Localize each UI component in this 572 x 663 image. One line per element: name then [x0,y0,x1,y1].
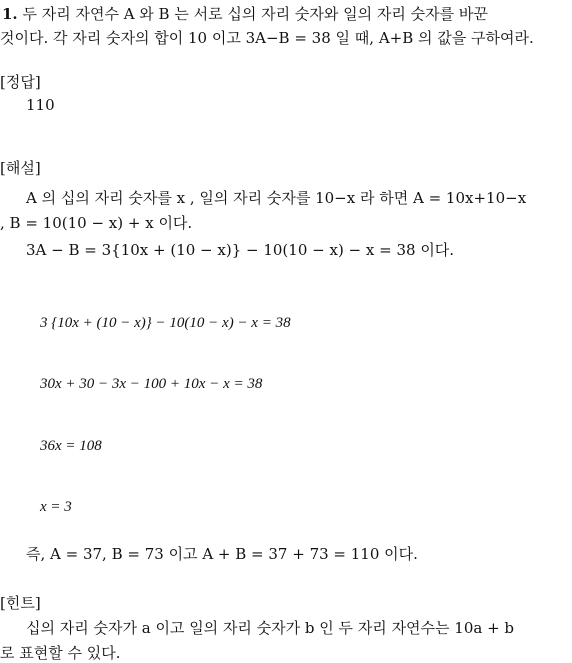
solution-step-4: x = 3 [40,499,72,515]
problem-text-1: 두 자리 자연수 A 와 B 는 서로 십의 자리 숫자와 일의 자리 숫자를 바꾼 [22,5,488,23]
solution-conclusion: 즉, A = 37, B = 73 이고 A + B = 37 + 73 = 110 이다. [26,545,418,563]
solution-line-1: A 의 십의 자리 숫자를 x , 일의 자리 숫자를 10−x 라 하면 A = 10x+10−x [26,189,527,207]
solution-line-3: 3A − B = 3{10x + (10 − x)} − 10(10 − x) − x = 38 이다. [26,241,455,259]
solution-step-3: 36x = 108 [40,438,102,454]
problem-number: 1. [2,5,18,23]
answer-value: 110 [26,96,55,114]
solution-label: [해설] [0,159,41,177]
solution-line-2: , B = 10(10 − x) + x 이다. [0,214,193,232]
problem-line-1 [2,4,488,24]
hint-line-2: 로 표현할 수 있다. [0,644,121,662]
answer-label: [정답] [0,73,41,91]
solution-step-2: 30x + 30 − 3x − 100 + 10x − x = 38 [40,376,263,392]
hint-line-1: 십의 자리 숫자가 a 이고 일의 자리 숫자가 b 인 두 자리 자연수는 10a + b [26,619,515,637]
solution-step-1: 3 {10x + (10 − x)} − 10(10 − x) − x = 38 [40,315,291,331]
problem-text-2: 것이다. 각 자리 숫자의 합이 10 이고 3A−B = 38 일 때, A+B 의 값을 구하여라. [0,29,534,47]
hint-label: [힌트] [0,594,41,612]
